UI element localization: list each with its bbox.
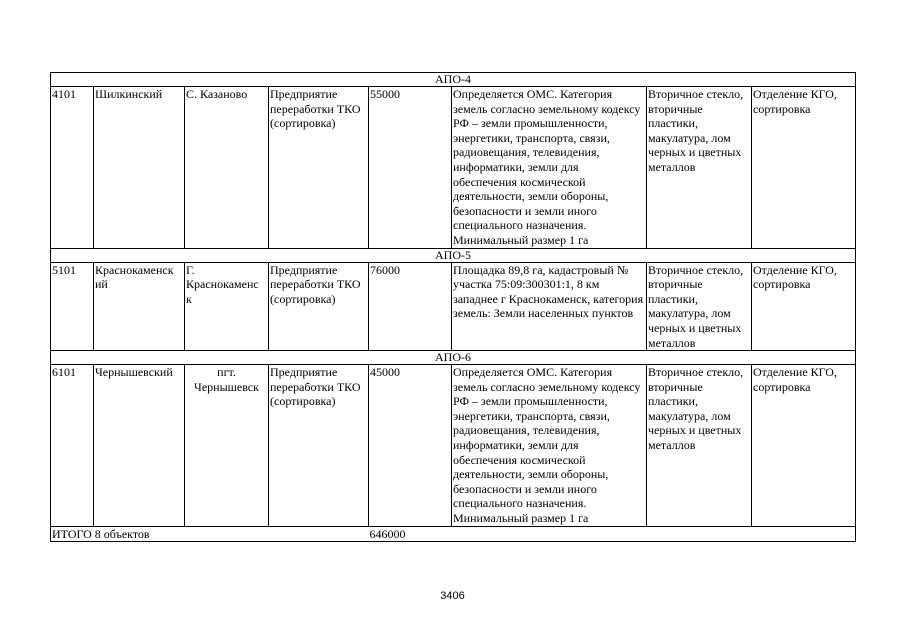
facility-code: 4101 — [51, 87, 94, 249]
section-title: АПО-6 — [51, 351, 856, 365]
section-header-row — [51, 73, 856, 87]
facility-type: Предприятие переработки ТКО (сортировка) — [269, 87, 369, 249]
recovered-materials: Вторичное стекло, вторичные пластики, макулатура, лом черных и цветных металлов — [647, 87, 752, 249]
capacity-value: 76000 — [369, 262, 452, 351]
district-name: Чернышевский — [94, 365, 185, 527]
total-label: ИТОГО 8 объектов — [51, 526, 369, 542]
settlement-name: пгт. Чернышевск — [185, 365, 269, 527]
recovered-materials: Вторичное стекло, вторичные пластики, макулатура, лом черных и цветных металлов — [647, 365, 752, 527]
capacity-value: 45000 — [369, 365, 452, 527]
table-row — [51, 262, 856, 351]
table-row — [51, 87, 856, 249]
land-description: Площадка 89,8 га, кадастровый № участка 75:09:300301:1, 8 км западнее г Краснокаменск, категория земель: Земли населенных пунктов — [452, 262, 647, 351]
waste-processing: Отделение КГО, сортировка — [752, 87, 856, 249]
land-description: Определяется ОМС. Категория земель согласно земельному кодексу РФ – земли промышленности, энергетики, транспорта, связи, радиовещания, телевидения, информатики, земли для обеспечения космической деятельности, земли обороны, безопасности и земли иного специального назначения. Минимальный размер 1 га — [452, 87, 647, 249]
settlement-name: Г. Краснокаменс к — [185, 262, 269, 351]
land-description: Определяется ОМС. Категория земель согласно земельному кодексу РФ – земли промышленности, энергетики, транспорта, связи, радиовещания, телевидения, информатики, земли для обеспечения космической деятельности, земли обороны, безопасности и земли иного специального назначения. Минимальный размер 1 га — [452, 365, 647, 527]
total-capacity: 646000 — [369, 526, 452, 542]
facility-type: Предприятие переработки ТКО (сортировка) — [269, 365, 369, 527]
district-name: Краснокаменск ий — [94, 262, 185, 351]
district-name: Шилкинский — [94, 87, 185, 249]
facility-code: 6101 — [51, 365, 94, 527]
facilities-table — [50, 72, 856, 542]
waste-processing: Отделение КГО, сортировка — [752, 262, 856, 351]
table-row — [51, 365, 856, 527]
waste-processing: Отделение КГО, сортировка — [752, 365, 856, 527]
capacity-value: 55000 — [369, 87, 452, 249]
facility-type: Предприятие переработки ТКО (сортировка) — [269, 262, 369, 351]
facility-code: 5101 — [51, 262, 94, 351]
settlement-name: С. Казаново — [185, 87, 269, 249]
total-row — [51, 526, 856, 542]
section-header-row — [51, 248, 856, 262]
total-empty-cell — [452, 526, 856, 542]
section-title: АПО-4 — [51, 73, 856, 87]
page-number: 3406 — [440, 590, 465, 602]
recovered-materials: Вторичное стекло, вторичные пластики, макулатура, лом черных и цветных металлов — [647, 262, 752, 351]
section-header-row — [51, 351, 856, 365]
section-title: АПО-5 — [51, 248, 856, 262]
